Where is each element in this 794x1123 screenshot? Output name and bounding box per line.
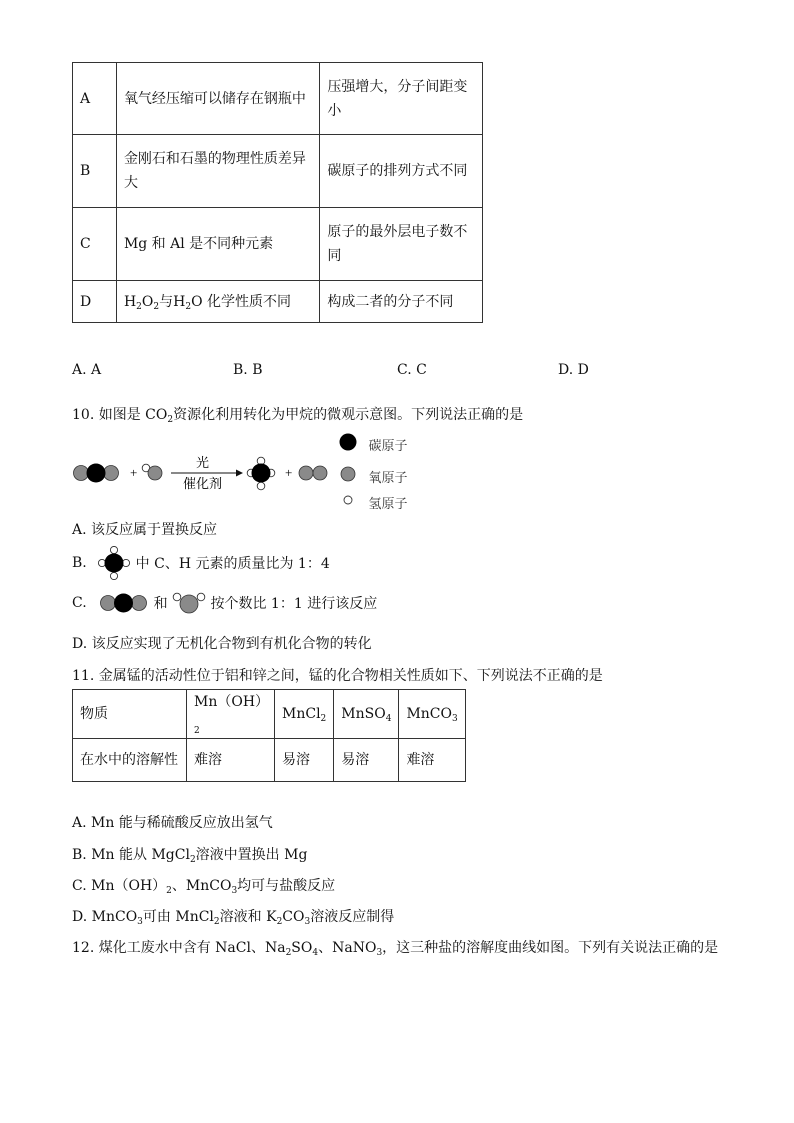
reason-cell: 构成二者的分子不同 (320, 281, 483, 323)
ch4-molecule-icon (97, 546, 131, 580)
q10-option-d[interactable]: D. 该反应实现了无机化合物到有机化合物的转化 (72, 636, 372, 652)
plus-sign: + (285, 465, 293, 480)
q10-option-a[interactable]: A. 该反应属于置换反应 (72, 522, 218, 538)
reason-cell: 碳原子的排列方式不同 (320, 135, 483, 208)
row-label: A (73, 63, 117, 135)
fact-cell: Mg 和 Al 是不同种元素 (116, 208, 319, 281)
row-label: 在水中的溶解性 (73, 739, 187, 782)
solubility-cell: 难溶 (399, 739, 465, 782)
atom-legend (338, 432, 407, 514)
ch4-molecule-icon (247, 457, 275, 490)
compound-header: MnSO$_4$ (334, 690, 399, 739)
q9-option-b[interactable]: B. B (233, 362, 263, 378)
hydrogen-atom-icon (338, 490, 358, 514)
compound-header: MnCO$_3$ (399, 690, 465, 739)
co2-molecule-icon (99, 591, 149, 615)
header-label: 物质 (73, 690, 187, 739)
legend-label-hydrogen: 氢原子 (368, 496, 408, 512)
reaction-diagram (70, 450, 340, 496)
solubility-cell: 难溶 (187, 739, 275, 782)
row-label: C (73, 208, 117, 281)
reason-cell: 压强增大，分子间距变小 (320, 63, 483, 135)
fact-cell: 金刚石和石墨的物理性质差异大 (116, 135, 319, 208)
table-row (73, 208, 483, 281)
co2-molecule-icon (74, 464, 119, 483)
q11-option-d[interactable]: D. MnCO$_3$可由 MnCl$_2$溶液和 $K_2CO_3$溶液反应制得 (72, 909, 395, 927)
arrow-label-catalyst: 催化剂 (183, 476, 223, 491)
row-label: D (73, 281, 117, 323)
o2-molecule-icon (299, 466, 327, 480)
table-row (73, 135, 483, 208)
q10-option-c[interactable]: C. 和 按个数比 1：1 进行该反应 (72, 590, 377, 618)
legend-label-carbon: 碳原子 (368, 438, 408, 454)
q11-table (72, 689, 466, 782)
table-row (73, 739, 466, 782)
q11-option-b[interactable]: B. Mn 能从 MgCl$_2$溶液中置换出 Mg (72, 847, 308, 865)
table-row (73, 63, 483, 135)
legend-label-oxygen: 氧原子 (368, 470, 408, 486)
carbon-atom-icon (338, 432, 358, 456)
h2o-molecule-icon (172, 590, 206, 616)
q10-option-b[interactable]: B. 中 C、H 元素的质量比为 1：4 (72, 546, 330, 580)
solubility-cell: 易溶 (275, 739, 334, 782)
oxygen-atom-icon (338, 464, 358, 488)
h2o-molecule-icon (142, 464, 162, 480)
fact-cell: 氧气经压缩可以储存在钢瓶中 (116, 63, 319, 135)
table-row (73, 281, 483, 323)
q12-stem: 12. 煤化工废水中含有 NaCl、$Na_2SO_4$、NaNO$_3$，这三种盐的溶解度曲线如图。下列有关说法正确的是 (72, 940, 719, 958)
q11-option-c[interactable]: C. $Mn(OH)_2$、MnCO$_3$均可与盐酸反应 (72, 878, 336, 896)
reason-cell: 原子的最外层电子数不同 (320, 208, 483, 281)
q11-stem: 11. 金属锰的活动性位于铝和锌之间，锰的化合物相关性质如下、下列说法不正确的是 (72, 668, 603, 684)
plus-sign: + (130, 465, 138, 480)
row-label: B (73, 135, 117, 208)
table-row (73, 690, 466, 739)
compound-header: MnCl$_2$ (275, 690, 334, 739)
solubility-cell: 易溶 (334, 739, 399, 782)
q10-stem: 10. 如图是 $CO_2$资源化利用转化为甲烷的微观示意图。下列说法正确的是 (72, 407, 524, 425)
q9-option-a[interactable]: A. A (72, 362, 102, 378)
q11-option-a[interactable]: A. Mn 能与稀硫酸反应放出氢气 (72, 815, 273, 831)
q9-option-c[interactable]: C. C (397, 362, 427, 378)
fact-cell: $H_2O_2$与$H_2O$ 化学性质不同 (116, 281, 319, 323)
arrow-label-light: 光 (196, 455, 210, 470)
q9-option-d[interactable]: D. D (558, 362, 589, 378)
q9-table (72, 62, 483, 323)
compound-header: $Mn(OH)_2$ (187, 690, 275, 739)
